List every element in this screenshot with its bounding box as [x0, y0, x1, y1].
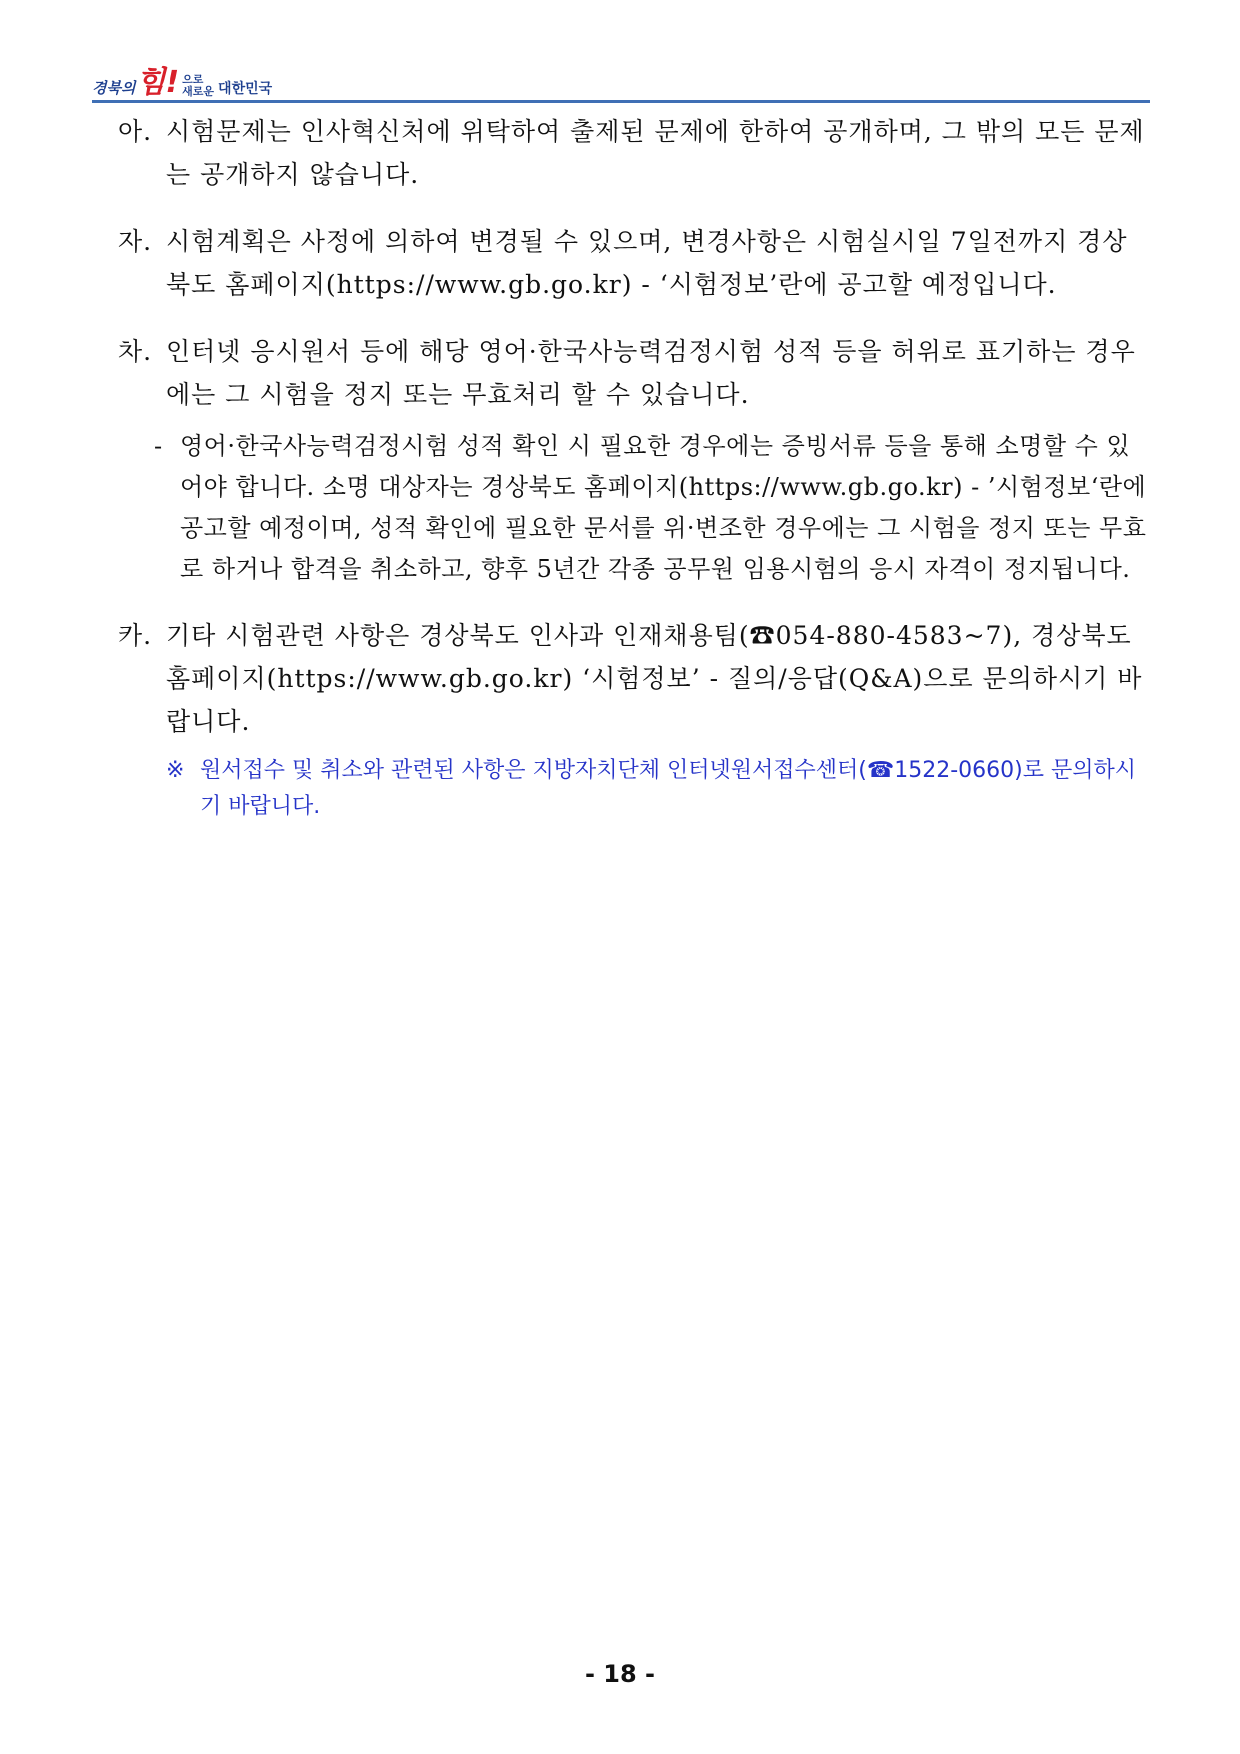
list-item-text: 시험문제는 인사혁신처에 위탁하여 출제된 문제에 한하여 공개하며, 그 밖의 모든 문제는 공개하지 않습니다.: [166, 117, 1145, 189]
list-item-a: [118, 110, 1150, 196]
list-marker: 차.: [118, 337, 153, 366]
page-number: - 18 -: [584, 1660, 656, 1688]
list-marker: 카.: [118, 621, 153, 650]
note-marker: ※: [166, 758, 185, 783]
gyeongbuk-logo: [92, 62, 272, 98]
list-item-text: 인터넷 응시원서 등에 해당 영어·한국사능력검정시험 성적 등을 허위로 표기하는 경우에는 그 시험을 정지 또는 무효처리 할 수 있습니다.: [166, 337, 1136, 409]
logo-side-top: 으로: [182, 73, 204, 86]
logo-country-text: 대한민국: [218, 81, 273, 97]
list-item-ja: [118, 220, 1150, 306]
logo-side-bottom: 새로운: [182, 85, 215, 98]
sub-item-text: 영어·한국사능력검정시험 성적 확인 시 필요한 경우에는 증빙서류 등을 통해 소명할 수 있어야 합니다. 소명 대상자는 경상북도 홈페이지(https://www.gb.go.kr) - ’시험정보‘란에 공고할 예정이며, 성적 확인에 필요한 문서를 위·변조한 경우에는 그 시험을 정지 또는 무효로 하거나 합격을 취소하고, 향후 5년간 각종 공무원 임용시험의 응시 자격이 정지됩니다.: [180, 432, 1147, 583]
logo-side-text: [182, 74, 214, 98]
list-item-text: 기타 시험관련 사항은 경상북도 인사과 인재채용팀(☎054-880-4583~7), 경상북도 홈페이지(https://www.gb.go.kr) ‘시험정보’ - 질의/응답(Q&A)으로 문의하시기 바랍니다.: [166, 621, 1143, 736]
list-marker: 자.: [118, 227, 153, 256]
document-body: [118, 110, 1150, 825]
sub-item-marker: -: [154, 432, 163, 460]
logo-main-text: 경북의: [92, 79, 136, 97]
list-item-ka: [118, 614, 1150, 743]
page-header: [92, 62, 1150, 102]
logo-mark-text: 힘!: [136, 65, 180, 100]
note-text: 원서접수 및 취소와 관련된 사항은 지방자치단체 인터넷원서접수센터(☎1522-0660)로 문의하시기 바랍니다.: [200, 758, 1137, 819]
header-rule: [92, 100, 1150, 103]
list-item-text: 시험계획은 사정에 의하여 변경될 수 있으며, 변경사항은 시험실시일 7일전까지 경상북도 홈페이지(https://www.gb.go.kr) - ‘시험정보’란에 공고할 예정입니다.: [166, 227, 1128, 299]
list-item-cha: [118, 330, 1150, 416]
note: [166, 753, 1150, 825]
sub-item: [154, 426, 1150, 590]
list-marker: 아.: [118, 117, 153, 146]
